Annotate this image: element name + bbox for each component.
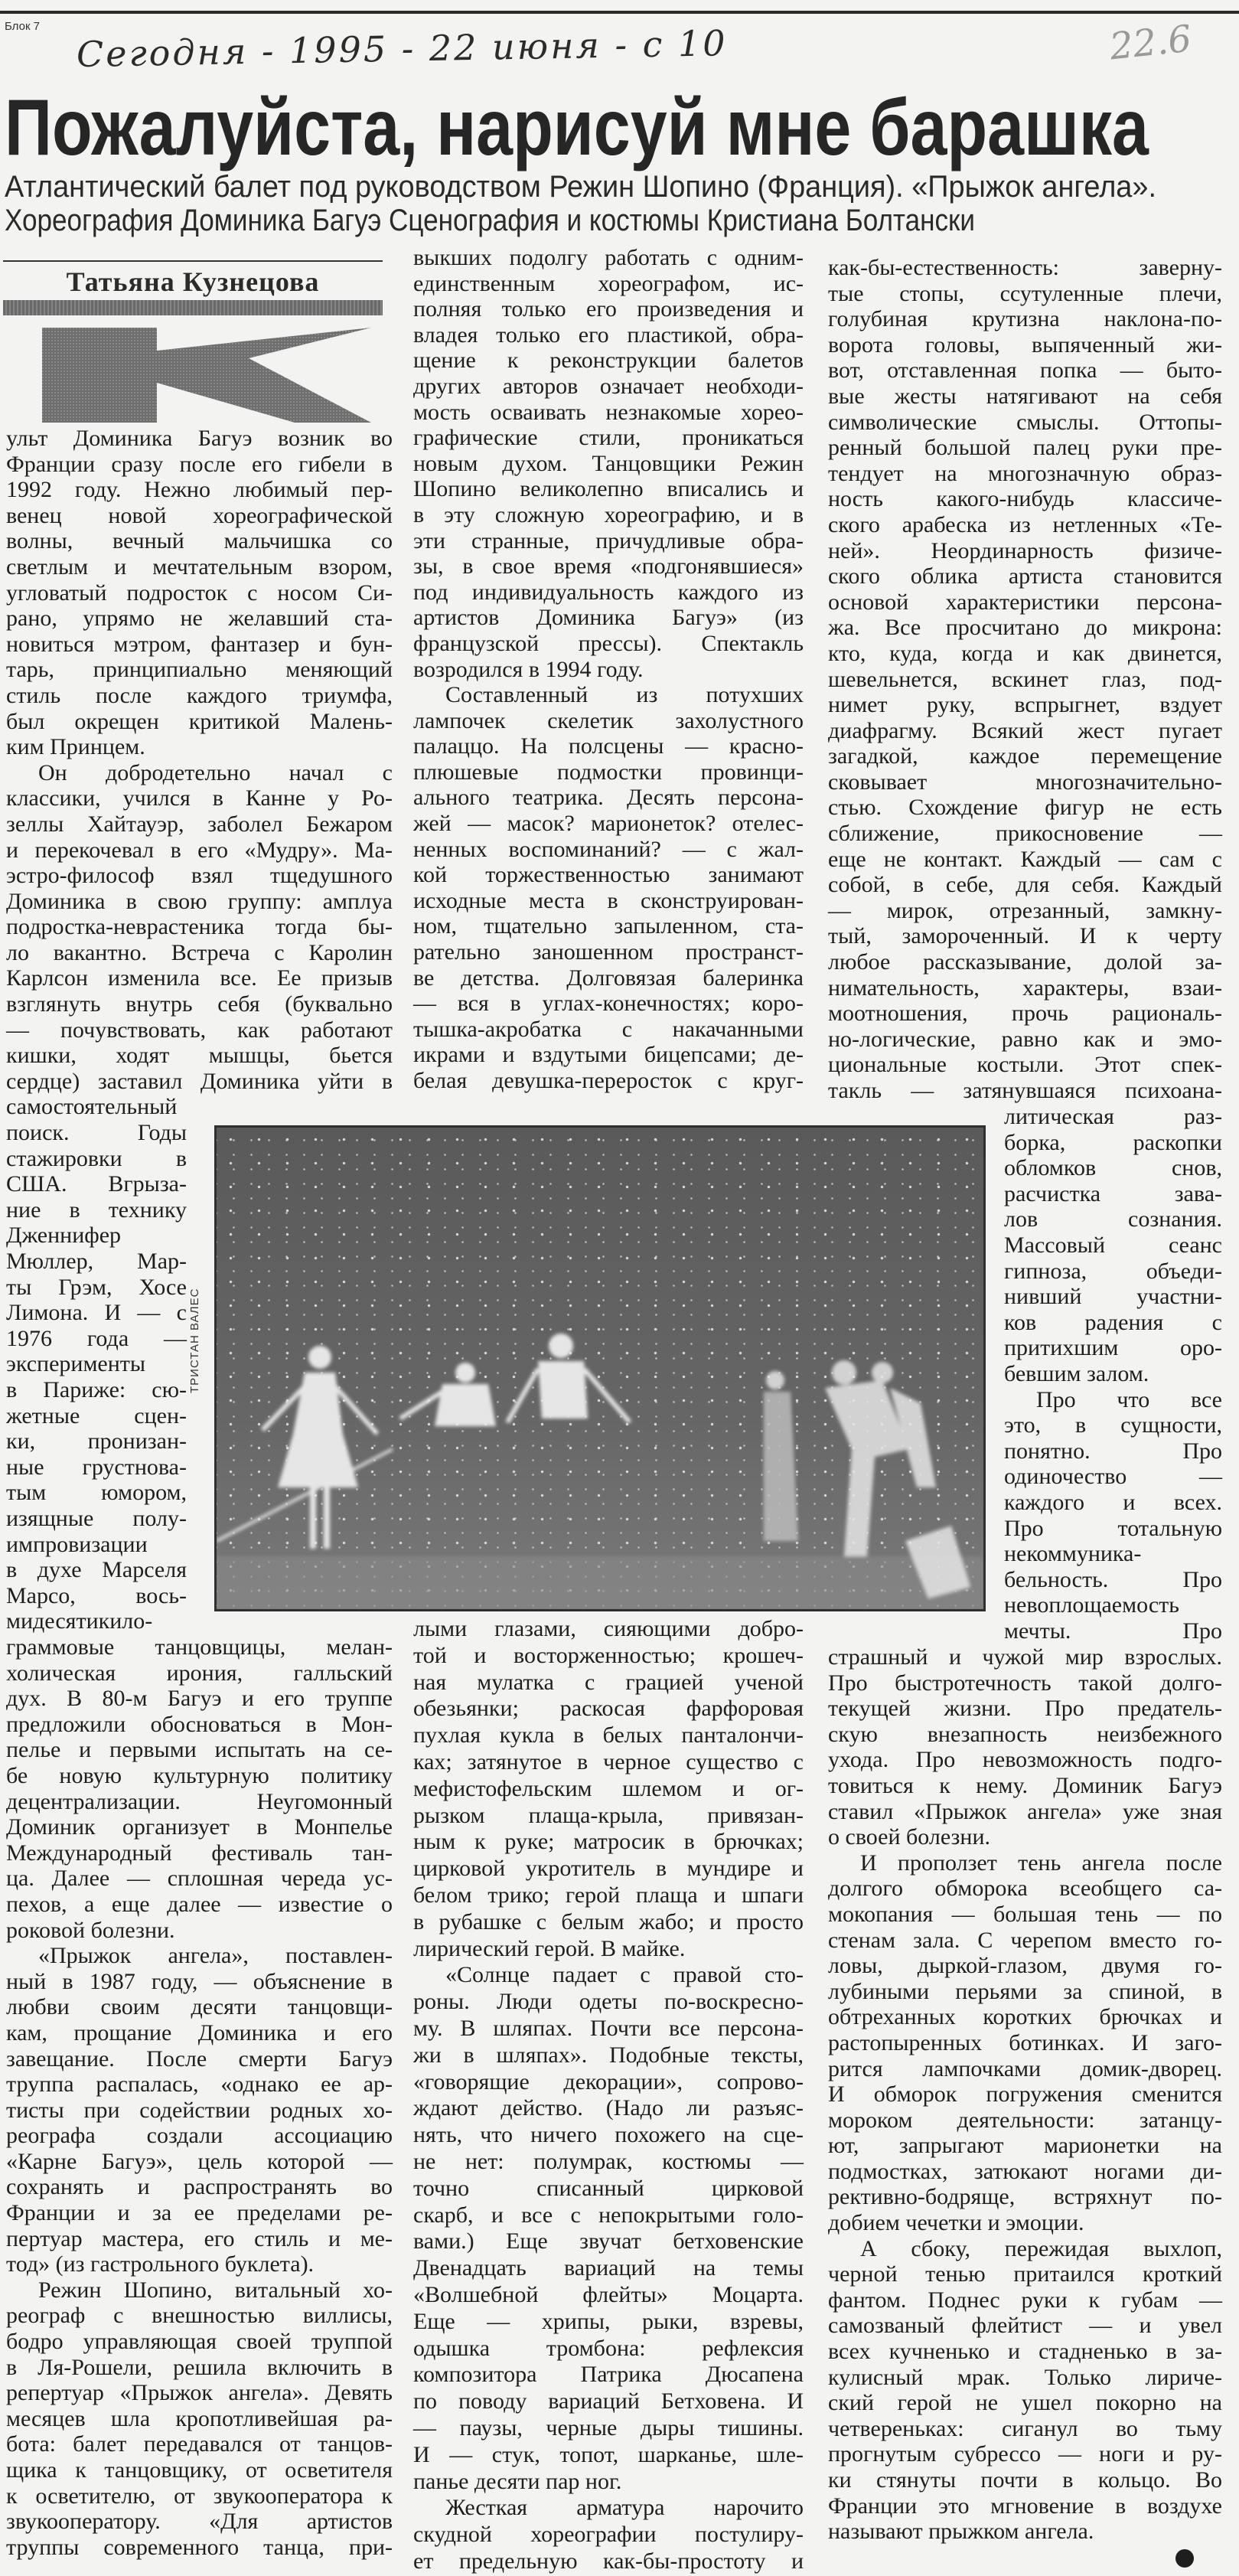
text-line: кулисный мрак. Только лириче- — [828, 2364, 1222, 2390]
text-line: кишки, ходят мышцы, бьется — [6, 1043, 393, 1069]
column-2-bottom — [413, 1616, 804, 2575]
text-line: тый, замороченный. И к черту — [828, 923, 1222, 949]
text-line: лыми глазами, сияющими добро- — [413, 1616, 804, 1641]
text-line: щение к реконструкции балетов — [413, 348, 804, 374]
block-label: Блок 7 — [5, 20, 41, 33]
text-line: некоммуника- — [1004, 1541, 1142, 1567]
text-line: Доминика в свою группу: амплуа — [6, 888, 393, 914]
photo-credit — [188, 1271, 207, 1393]
text-line: шевельнется, вскинет глаз, под- — [828, 666, 1222, 692]
text-line: загадкой, каждое перемещение — [828, 743, 1222, 769]
text-line: мокопания — большая тень — по — [828, 1901, 1222, 1927]
text-line: ков радения с — [1004, 1309, 1222, 1335]
text-line: основой характеристики персона- — [828, 589, 1222, 615]
stage-photo — [214, 1125, 986, 1611]
text-line: мефистофельским шлемом и ог- — [413, 1775, 804, 1801]
text-line: ки стянуты почти в кольцо. Во — [828, 2467, 1222, 2493]
text-line: пелье и первыми испытать на се- — [6, 1737, 393, 1763]
text-line: четвереньках: сиганул во тьму — [828, 2415, 1222, 2441]
text-line: артистов Доминика Багуэ» (из — [413, 605, 804, 631]
text-line: лирический герой. В майке. — [413, 1935, 686, 1961]
text-line: моотношения, прочь рациональ- — [828, 1001, 1222, 1027]
text-line: возродился в 1994 году. — [413, 656, 644, 682]
text-line: ный в 1987 году, — объяснение в — [6, 1968, 393, 1994]
text-line: Про что все — [1036, 1386, 1222, 1412]
text-line: «Прыжок ангела», поставлен- — [38, 1943, 393, 1969]
text-line: самозваный флейтист — и увел — [828, 2313, 1222, 2339]
drop-cap-k — [42, 328, 371, 423]
text-line: кой торжественностью занимают — [413, 862, 804, 888]
text-line: выкших подолгу работать с одним- — [413, 245, 804, 270]
text-line: ет предельную как-бы-простоту и — [413, 2548, 804, 2574]
text-line: зы, в свое время «подгонявшиеся» — [413, 553, 804, 580]
text-line: ненных воспоминаний? — с жал- — [413, 836, 804, 862]
text-line: скарб, и все с непокрытыми голо- — [413, 2202, 804, 2228]
column-2-top — [413, 245, 804, 1094]
text-line: жетные сцен- — [6, 1402, 187, 1428]
text-line: лампочек скелетик захолустного — [413, 707, 804, 733]
text-line: других авторов означает необходи- — [413, 373, 804, 399]
text-line: икрами и вздутыми бицепсами; де- — [413, 1042, 804, 1068]
text-line: был окрещен критикой Малень- — [6, 708, 393, 734]
text-line: му. В шляпах. Почти все персона- — [413, 2015, 804, 2041]
text-line: ждают действо. (Надо ли разъяс- — [413, 2095, 804, 2121]
text-line: диафрагму. Всякий жест пугает — [828, 717, 1222, 743]
text-line: мечты. Про — [1004, 1618, 1222, 1644]
text-line: Массовый сеанс — [1004, 1232, 1222, 1258]
text-line: графические стили, проникаться — [413, 425, 804, 451]
text-line: мороком деятельности: затанцу- — [828, 2107, 1222, 2133]
text-line: — мирок, отрезанный, замкну- — [828, 897, 1222, 923]
column-1-bottom — [6, 1634, 393, 2560]
text-line: месяцев шла кропотливейшая ра- — [6, 2405, 393, 2431]
text-line: единственным хореографом, ис- — [413, 270, 804, 296]
text-line: нивший участни- — [1004, 1284, 1222, 1310]
text-line: композитора Патрика Дюсапена — [413, 2362, 804, 2388]
text-line: ют, запрыгают марионетки на — [828, 2133, 1222, 2159]
text-line: в рубашке с белым жабо; и просто — [413, 1908, 804, 1934]
text-line: И проползет тень ангела после — [860, 1850, 1222, 1876]
text-line: лубиными перьями за спиной, в — [828, 1978, 1222, 2004]
text-line: рано, упрямо не желавший ста- — [6, 606, 393, 632]
text-line: ким Принцем. — [6, 734, 145, 760]
text-line: дух. В 80-м Багуэ и его труппе — [6, 1686, 393, 1712]
text-line: ло вакантно. Встреча с Каролин — [6, 939, 393, 965]
text-line: ным к руке; матросик в брючках; — [413, 1829, 804, 1855]
text-line: ках; затянутое в черное существо с — [413, 1748, 804, 1774]
text-line: тым юмором, — [6, 1480, 187, 1506]
text-line: циональные костыли. Этот спек- — [828, 1052, 1222, 1078]
text-line: нимательность, характеры, взаи- — [828, 975, 1222, 1001]
text-line: взглянуть внутрь себя (буквально — [6, 991, 393, 1017]
text-line: завещание. После смерти Багуэ — [6, 2045, 393, 2072]
text-line: литическая раз- — [1004, 1104, 1222, 1129]
text-line: тышка-акробатка с накачанными — [413, 1016, 804, 1042]
text-line: черной тенью притаился кроткий — [828, 2261, 1222, 2287]
dancer-figure — [507, 1334, 630, 1422]
text-line: рективно-бодряще, встряхнут по- — [828, 2184, 1222, 2210]
text-line: холическая ирония, галльский — [6, 1660, 393, 1686]
text-line: под индивидуальность каждого из — [413, 579, 804, 605]
dancer-figure — [400, 1363, 496, 1426]
text-line: текущей жизни. Про предатель- — [828, 1696, 1222, 1722]
text-line: репертуар «Прыжок ангела». Девять — [6, 2380, 393, 2406]
text-line: Франции и за ее пределами ре- — [6, 2200, 393, 2226]
text-line: Жесткая арматура нарочито — [445, 2495, 804, 2521]
headline-text: Пожалуйста, нарисуй мне барашка — [5, 83, 1149, 172]
text-line: владея только его пластикой, обра- — [413, 322, 804, 348]
text-line: вами.) Еще звучат бетховенские — [413, 2228, 804, 2254]
text-line: реографа создали ассоциацию — [6, 2123, 393, 2149]
text-line: бельность. Про — [1004, 1566, 1222, 1592]
text-line: 1992 году. Нежно любимый пер- — [6, 477, 393, 503]
text-line: труппа распалась, «однако ее ар- — [6, 2072, 393, 2098]
text-line: «Волшебной флейты» Моцарта. — [413, 2281, 804, 2307]
text-line: ней». Неординарность физиче- — [828, 537, 1222, 563]
text-line: Двенадцать вариаций на темы — [413, 2255, 804, 2281]
text-line: Франции сразу после его гибели в — [6, 451, 393, 477]
text-line: классики, учился в Канне у Ро- — [6, 785, 393, 811]
text-line: роны. Люди одеты по-воскресно- — [413, 1989, 804, 2015]
text-line: в Париже: сю- — [6, 1376, 187, 1402]
text-line: в духе Марселя — [6, 1557, 187, 1583]
text-line: Про тотальную — [1004, 1515, 1222, 1541]
handwritten-source-note: Сегодня - 1995 - 22 июня - с 10 — [76, 22, 728, 75]
text-line: понятно. Про — [1004, 1438, 1222, 1464]
text-line: в эту сложную хореографию, и в — [413, 501, 804, 527]
text-line: эксперименты — [6, 1351, 146, 1377]
text-line: эстро-философ взял тщедушного — [6, 863, 393, 889]
text-line: долгого обморока всеобщего са- — [828, 1876, 1222, 1902]
subtitle-text: Хореография Доминика Багуэ Сценография и костюмы Кристиана Болтански — [5, 204, 975, 237]
text-line: ульт Доминика Багуэ возник во — [6, 426, 393, 451]
text-line: собой, в себе, для себя. Каждый — [828, 872, 1222, 898]
end-of-article-bullet-icon — [1175, 2549, 1194, 2568]
text-line: товиться к нему. Доминик Багуэ — [828, 1772, 1222, 1798]
text-line: подмостках, затюкают ногами ди- — [828, 2158, 1222, 2184]
text-line: расчистка зава- — [1004, 1180, 1222, 1206]
text-line: жи в шляпах». Подобные тексты, — [413, 2042, 804, 2068]
text-line: нимет руку, вспрыгнет, вздует — [828, 692, 1222, 718]
text-line: панье десяти пар ног. — [413, 2468, 622, 2494]
text-line: скудной хореографии постулиру- — [413, 2522, 804, 2548]
text-line: мость осваивать незнакомые хорео- — [413, 399, 804, 425]
text-line: — почувствовать, как работают — [6, 1017, 393, 1043]
text-line: о своей болезни. — [828, 1824, 990, 1850]
text-line: подростка-неврастеника тогда бы- — [6, 914, 393, 940]
dancers-illustration — [217, 1128, 983, 1609]
text-line: рательно заношенном пространст- — [413, 939, 804, 965]
text-line: кто, куда, когда и как двинется, — [828, 640, 1222, 666]
author-underline-bar — [3, 300, 383, 315]
text-line: импровизации — [6, 1531, 148, 1557]
text-line: борка, раскопки — [1004, 1129, 1222, 1155]
text-line: нять, что ничего похожего на сце- — [413, 2122, 804, 2148]
text-line: Франции это мгновение в воздухе — [828, 2493, 1222, 2519]
text-line: притихшим оро- — [1004, 1335, 1222, 1361]
text-line: тендует на многозначную образ- — [828, 460, 1222, 486]
text-line: скую внезапность неизбежного — [828, 1721, 1222, 1747]
headline — [5, 83, 1149, 172]
text-line: белом трико; герой плаща и шпаги — [413, 1882, 804, 1908]
text-line: ная мулатка с грацией ученой — [413, 1669, 804, 1695]
column-1-top — [6, 426, 393, 1120]
text-line: лов сознания. — [1004, 1206, 1222, 1232]
subtitle-line-1 — [5, 170, 1156, 204]
text-line: Дженнифер — [6, 1223, 122, 1249]
text-line: прогнутым субрессо — ноги и ру- — [828, 2441, 1222, 2467]
text-line: волны, вечный мальчишка со — [6, 528, 393, 554]
text-line: Составленный из потухших — [445, 682, 804, 708]
text-line: поиск. Годы — [6, 1120, 187, 1145]
text-line: одиночество — — [1004, 1464, 1222, 1490]
text-line: бодро управляющая своей труппой — [6, 2329, 393, 2355]
text-line: бе новую культурную политику — [6, 1762, 393, 1788]
text-line: сковывает многозначительно- — [828, 769, 1222, 795]
text-line: ца. Далее — сплошная череда ус- — [6, 1866, 393, 1892]
text-line: Режин Шопино, витальный хо- — [38, 2277, 393, 2303]
text-line: ние в технику — [6, 1197, 187, 1223]
text-line: децентрализации. Неугомонный — [6, 1788, 393, 1814]
text-line: называют прыжком ангела. — [828, 2519, 1094, 2545]
text-line: изящные полу- — [6, 1505, 187, 1531]
text-line: ского арабеска из нетленных «Те- — [828, 511, 1222, 537]
text-line: стиль после каждого триумфа, — [6, 682, 393, 708]
text-line: вые жесты натягивают на себя — [828, 383, 1222, 409]
text-line: Шопино великолепно вписались и — [413, 476, 804, 502]
text-line: стенам зала. С черепом вместо го- — [828, 1927, 1222, 1953]
text-line: палаццо. На полсцены — красно- — [413, 733, 804, 759]
text-line: ставил «Прыжок ангела» уже зная — [828, 1798, 1222, 1824]
text-line: венец новой хореографической — [6, 502, 393, 528]
text-line: Международный фестиваль тан- — [6, 1840, 393, 1866]
text-line: — вся в углах-конечностях; коро- — [413, 991, 804, 1017]
column-3-top — [828, 255, 1222, 1104]
text-line: Про быстротечность такой долго- — [828, 1670, 1222, 1696]
text-line: сердце) заставил Доминика уйти в — [6, 1068, 393, 1094]
text-line: обтреханных коротких брючках и — [828, 2004, 1222, 2030]
text-line: Еще — хрипы, рыки, взревы, — [413, 2308, 804, 2334]
text-line: рится лампочками домик-дворец. — [828, 2055, 1222, 2081]
text-line: невоплощаемость — [1004, 1592, 1179, 1618]
text-line: самостоятельный — [6, 1094, 178, 1120]
text-line: Лимона. И — с — [6, 1300, 187, 1326]
text-line: граммовые танцовщицы, мелан- — [6, 1634, 393, 1660]
text-line: роковой болезни. — [6, 1917, 175, 1943]
text-line: «говорящие декорации», сопрово- — [413, 2068, 804, 2094]
text-line: Мюллер, Мар- — [6, 1248, 187, 1274]
text-line: всех кучненько и стадненько в за- — [828, 2339, 1222, 2365]
text-line: полняя только его произведения и — [413, 296, 804, 322]
text-line: и перекочевал в его «Мудру». Ма- — [6, 837, 393, 863]
text-line: 1976 года — — [6, 1325, 187, 1351]
text-line: ального театрика. Десять персона- — [413, 785, 804, 811]
text-line: еще не контакт. Каждый — сам с — [828, 846, 1222, 872]
text-line: это, в сущности, — [1004, 1412, 1222, 1438]
text-line: тые стопы, ссутуленные плечи, — [828, 280, 1222, 306]
text-line: пертуар мастера, его стиль и ме- — [6, 2225, 393, 2251]
text-line: гипноза, объеди- — [1004, 1258, 1222, 1284]
text-line: в Ля-Рошели, решила включить в — [6, 2354, 393, 2380]
text-line: щика к танцовщику, от осветителя — [6, 2457, 393, 2483]
text-line: ского облика артиста становится — [828, 563, 1222, 589]
subtitle-line-2 — [5, 204, 1156, 237]
text-line: ухода. Про невозможность подго- — [828, 1747, 1222, 1773]
text-line: предложили обосноваться в Мон- — [6, 1711, 393, 1737]
ballerina-figure — [262, 1346, 377, 1549]
text-line: тарь, принципиально меняющий — [6, 657, 393, 683]
text-line: реограф с внешностью виллисы, — [6, 2303, 393, 2329]
text-line: «Карне Багуэ», цель которой — — [6, 2148, 393, 2174]
text-line: пухлая кукла в белых панталончи- — [413, 1722, 804, 1748]
text-line: обезьянки; раскосая фарфоровая — [413, 1696, 804, 1722]
text-line: белая девушка-переросток с круг- — [413, 1068, 804, 1093]
text-line: не нет: полумрак, костюмы — — [413, 2148, 804, 2174]
text-line: «Солнце падает с правой сто- — [445, 1962, 804, 1988]
text-line: добием чечетки и эмоции. — [828, 2210, 1084, 2236]
text-line: ном, тщательно запыленном, ста- — [413, 913, 804, 939]
text-line: той и восторженностью; крошеч- — [413, 1642, 804, 1668]
text-line: ве детства. Долговязая балеринка — [413, 965, 804, 991]
text-line: тисты при содействии родных хо- — [6, 2097, 393, 2123]
text-line: стажировки в — [6, 1145, 187, 1171]
text-line: пехов, а еще далее — известие о — [6, 1891, 393, 1917]
text-line: стью. Схождение фигур не есть — [828, 795, 1222, 821]
text-line: звукооператору. «Для артистов — [6, 2509, 393, 2535]
text-line: ки, пронизан- — [6, 1428, 187, 1455]
text-line: новым духом. Танцовщики Режин — [413, 450, 804, 476]
text-line: любви своим десяти танцовщи- — [6, 1994, 393, 2020]
text-line: США. Вгрыза- — [6, 1171, 187, 1197]
top-rule — [0, 11, 1239, 14]
text-line: кам, прощание Доминика и его — [6, 2019, 393, 2045]
text-line: ловы, дыркой-глазом, двумя го- — [828, 1953, 1222, 1979]
column-1-narrow — [6, 1120, 187, 1634]
text-line: исходные места в сконструирован- — [413, 887, 804, 913]
text-line: ворота головы, выпяченный жи- — [828, 331, 1222, 358]
text-line: сохранять и распространять во — [6, 2174, 393, 2200]
text-line: ренный большой палец руки пре- — [828, 435, 1222, 461]
text-line: рызком плаща-крыла, привязан- — [413, 1802, 804, 1828]
text-line: бота: балет передавался от танцов- — [6, 2431, 393, 2457]
text-line: ский герой не ушел покорно на — [828, 2390, 1222, 2416]
text-line: жа. Все просчитано до микрона: — [828, 615, 1222, 641]
text-line: такль — затянувшаяся психоана- — [828, 1078, 1222, 1103]
handwritten-corner-note: 22.6 — [1107, 17, 1194, 69]
text-line: плюшевые подмостки провинци- — [413, 759, 804, 785]
text-line: И — стук, топот, шарканье, шле- — [413, 2441, 804, 2467]
text-line: эти странные, причудливые обра- — [413, 527, 804, 553]
text-line: каждого и всех. — [1004, 1489, 1222, 1515]
text-line: ты Грэм, Хосе — [6, 1274, 187, 1300]
text-line: но-логические, равно как и эмо- — [828, 1026, 1222, 1052]
author-name: Татьяна Кузнецова — [66, 266, 320, 297]
text-line: вот, отставленная попка — быто- — [828, 358, 1222, 384]
text-line: — паузы, черные дыры тишины. — [413, 2414, 804, 2441]
text-line: сближение, прикосновение — — [828, 821, 1222, 847]
text-line: зеллы Хайтауэр, заболел Бежаром — [6, 811, 393, 837]
text-line: растопыренных ботинках. И заго- — [828, 2029, 1222, 2055]
text-line: французской прессы). Спектакль — [413, 630, 804, 656]
text-line: И обморок погружения сменится — [828, 2081, 1222, 2107]
text-line: новиться мэтром, фантазер и бун- — [6, 631, 393, 657]
subtitle-text: Атлантический балет под руководством Режин Шопино (Франция). «Прыжок ангела». — [5, 170, 1156, 204]
text-line: Марсо, вось- — [6, 1582, 187, 1608]
divider — [3, 260, 383, 262]
text-line: Доминик организует в Монпелье — [6, 1814, 393, 1840]
text-line: фантом. Поднес руки к губам — — [828, 2287, 1222, 2313]
text-line: жей — масок? марионеток? отелес- — [413, 811, 804, 837]
text-line: труппы современного танца, при- — [6, 2534, 393, 2560]
text-line: угловатый подросток с носом Си- — [6, 580, 393, 606]
text-line: символические смыслы. Оттопы- — [828, 409, 1222, 435]
text-line: Он добродетельно начал с — [38, 759, 393, 785]
text-line: одышка тромбона: рефлексия — [413, 2335, 804, 2361]
column-3-bottom — [828, 1644, 1222, 2545]
text-line: цирковой укротитель в мундире и — [413, 1856, 804, 1882]
text-line: к осветителю, от звукооператора к — [6, 2483, 393, 2509]
text-line: ность какого-нибудь классиче- — [828, 486, 1222, 512]
text-line: как-бы-естественность: заверну- — [828, 255, 1222, 280]
text-line: страшный и чужой мир взрослых. — [828, 1644, 1222, 1670]
text-line: голубиная крутизна наклона-по- — [828, 306, 1222, 332]
text-line: А сбоку, пережидая выхлоп, — [860, 2235, 1222, 2261]
text-line: любое рассказывание, долой за- — [828, 949, 1222, 975]
text-line: бевшим залом. — [1004, 1360, 1149, 1386]
text-line: по поводу вариаций Бетховена. И — [413, 2388, 804, 2414]
text-line: мидесятикило- — [6, 1608, 153, 1634]
text-line: обломков снов, — [1004, 1155, 1222, 1181]
text-line: точно списанный цирковой — [413, 2175, 804, 2201]
text-line: тод» (из гастрольного буклета). — [6, 2251, 315, 2277]
column-3-narrow — [1004, 1104, 1222, 1644]
photo-credit-text: ТРИСТАН ВАЛЕС — [188, 1288, 201, 1393]
text-line: Карлсон изменила все. Ее призыв — [6, 965, 393, 991]
text-line: ные грустнова- — [6, 1454, 187, 1480]
text-line: светлым и мечтательным взором, — [6, 553, 393, 580]
